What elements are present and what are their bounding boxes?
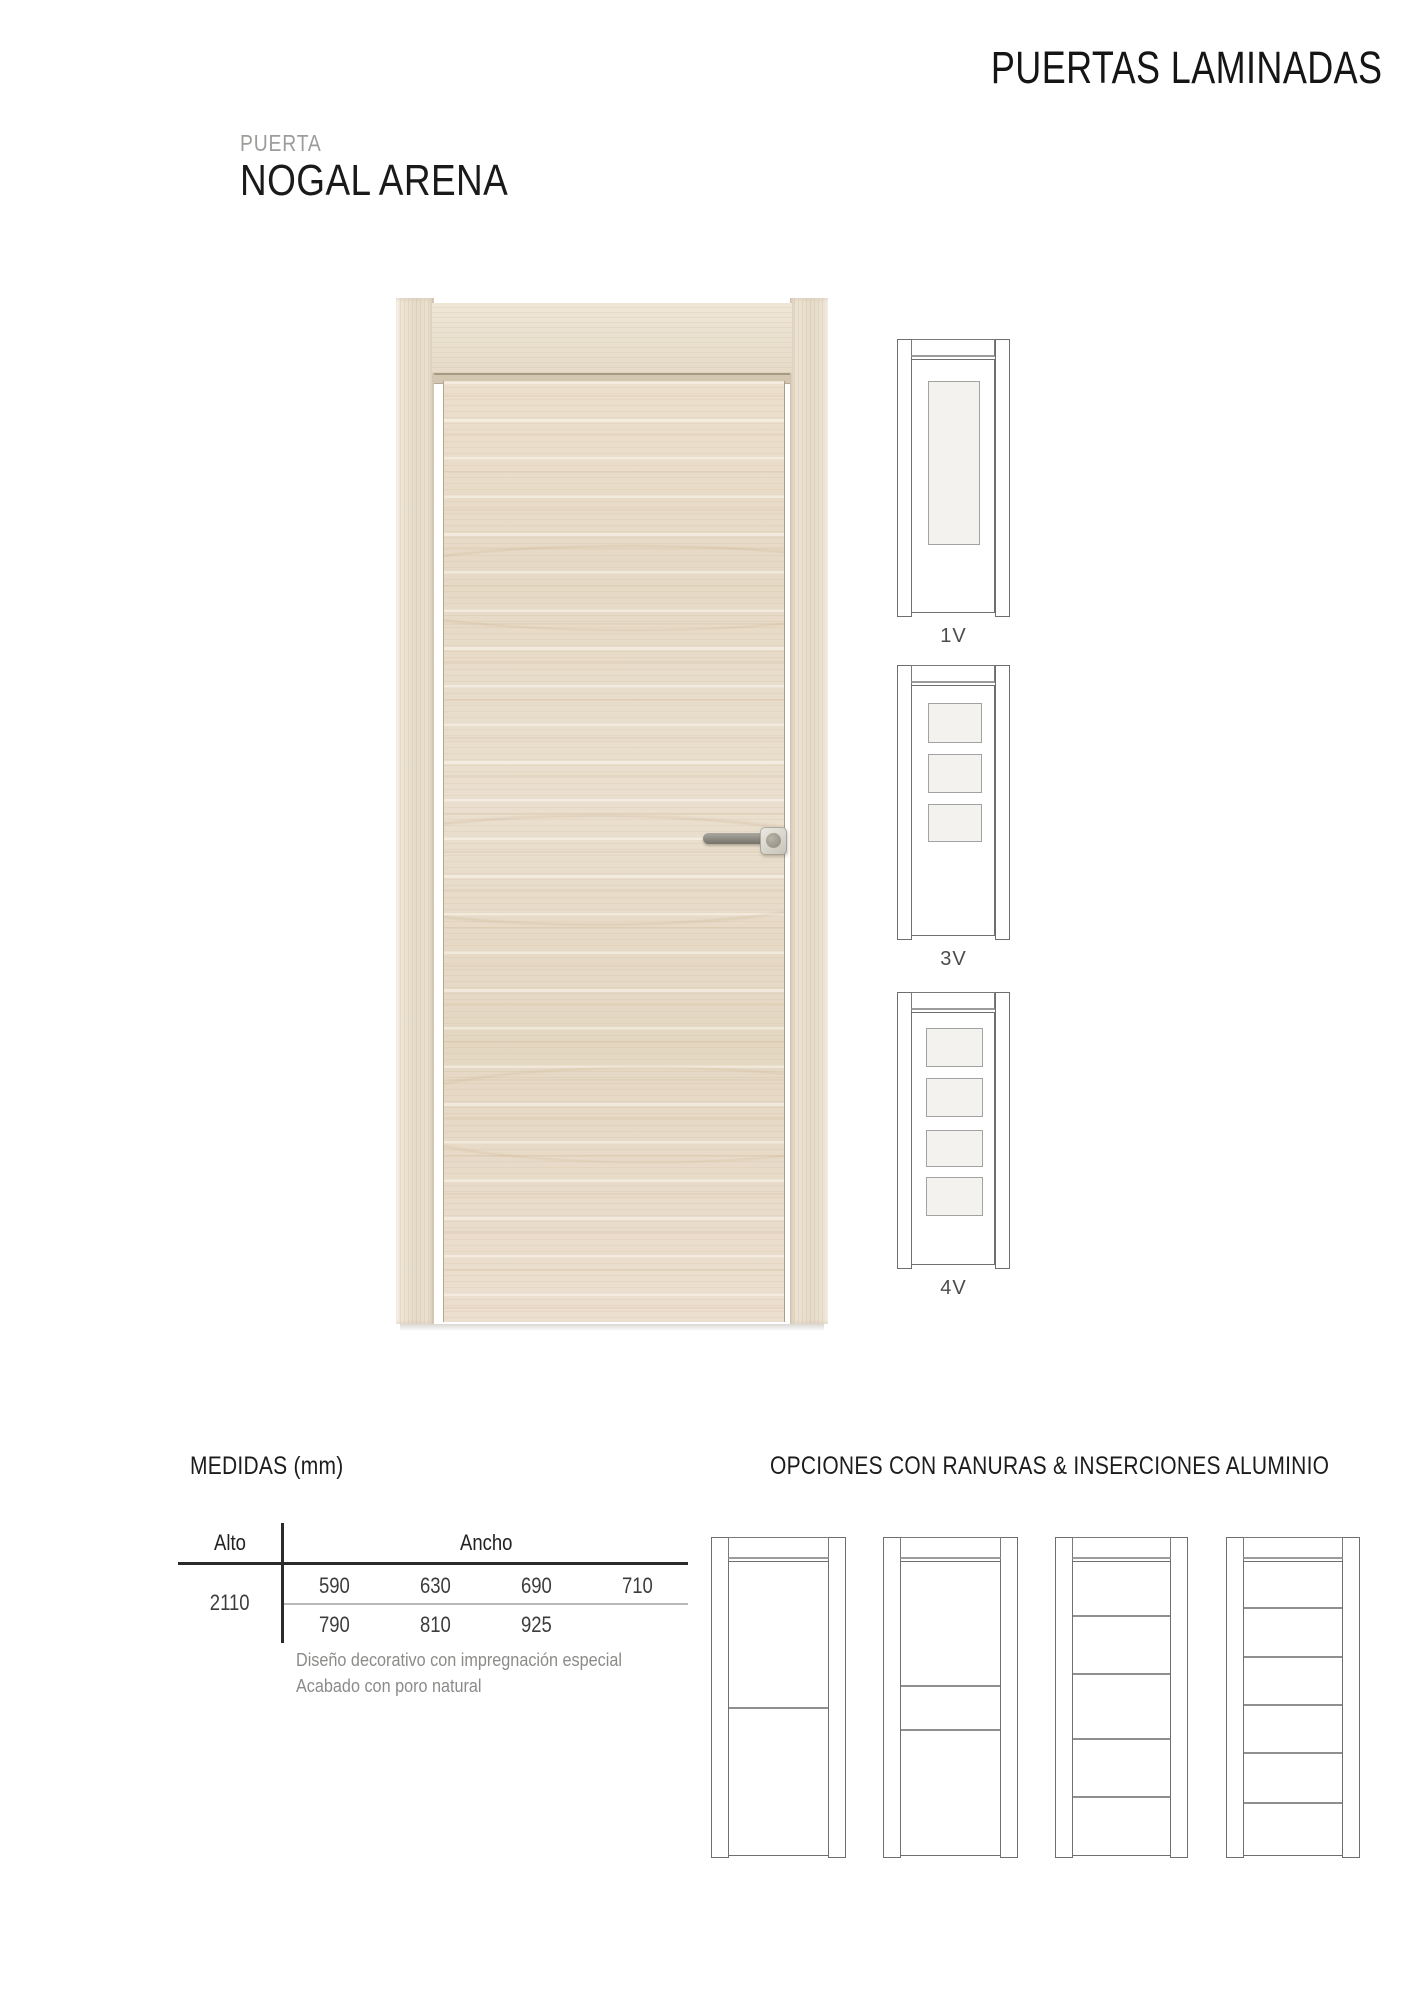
glass-pane — [926, 1130, 983, 1168]
variant-diagram-3v — [897, 665, 1010, 970]
groove-line — [1244, 1607, 1342, 1609]
diagram-leaf — [911, 1012, 995, 1265]
door-shadow — [400, 1324, 824, 1331]
ancho-cell: 790 — [319, 1612, 350, 1637]
groove-line — [1244, 1656, 1342, 1658]
opciones-heading: OPCIONES CON RANURAS & INSERCIONES ALUMINIO — [770, 1452, 1330, 1480]
note-line: Acabado con poro natural — [296, 1676, 482, 1696]
note-line: Diseño decorativo con impregnación especial — [296, 1650, 622, 1670]
glass-pane — [926, 1177, 983, 1216]
diagram-leaf — [911, 359, 995, 613]
glass-pane — [926, 1078, 983, 1117]
diagram-frame-right — [1342, 1537, 1360, 1858]
door-handle-rosette — [760, 827, 787, 855]
door-frame-lintel — [432, 303, 792, 373]
table-rule-dark — [178, 1562, 688, 1565]
diagram-lintel — [911, 339, 995, 357]
glass-pane — [928, 703, 982, 743]
groove-line — [901, 1685, 1000, 1687]
glass-pane — [928, 804, 982, 841]
diagram-frame-right — [995, 665, 1010, 940]
variant-label-3v: 3V — [940, 948, 967, 970]
ancho-cell: 590 — [319, 1573, 350, 1598]
door-frame-right — [790, 298, 828, 1324]
groove-line — [1073, 1615, 1170, 1617]
table-rule-light — [284, 1603, 688, 1605]
ancho-header: Ancho — [459, 1530, 513, 1555]
opcion-diagram-3 — [1055, 1537, 1188, 1858]
diagram-leaf — [1243, 1561, 1343, 1856]
diagram-frame-right — [828, 1537, 846, 1858]
page-title-text: PUERTAS LAMINADAS — [990, 42, 1382, 93]
page-title — [893, 42, 1382, 94]
diagram-frame-left — [883, 1537, 901, 1858]
diagram-frame-left — [1226, 1537, 1244, 1858]
groove-line — [1244, 1704, 1342, 1706]
product-name: NOGAL ARENA — [240, 156, 509, 205]
diagram-leaf — [900, 1561, 1001, 1856]
ancho-cell: 925 — [521, 1612, 552, 1637]
diagram-frame-left — [897, 992, 912, 1269]
opcion-diagram-4 — [1226, 1537, 1360, 1858]
door-leaf — [443, 381, 785, 1322]
variant-diagram-4v — [897, 992, 1010, 1299]
glass-pane — [928, 754, 982, 793]
groove-line — [901, 1729, 1000, 1731]
groove-line — [1073, 1796, 1170, 1798]
ancho-cell: 710 — [622, 1573, 653, 1598]
groove-line — [1244, 1802, 1342, 1804]
ancho-cell: 690 — [521, 1573, 552, 1598]
diagram-lintel — [1243, 1537, 1343, 1559]
diagram-frame-right — [1170, 1537, 1188, 1858]
door-frame-left — [396, 298, 434, 1324]
opcion-diagram-1 — [711, 1537, 846, 1858]
groove-line — [1073, 1738, 1170, 1740]
glass-pane — [928, 381, 980, 545]
diagram-frame-right — [1000, 1537, 1018, 1858]
diagram-frame-right — [995, 992, 1010, 1269]
alto-header: Alto — [213, 1530, 246, 1555]
opcion-diagram-2 — [883, 1537, 1018, 1858]
ancho-cell: 630 — [420, 1573, 451, 1598]
diagram-lintel — [911, 665, 995, 683]
diagram-lintel — [900, 1537, 1001, 1559]
diagram-frame-left — [897, 339, 912, 617]
alto-value: 2110 — [209, 1590, 250, 1615]
diagram-frame-left — [711, 1537, 729, 1858]
glass-pane — [926, 1028, 983, 1067]
diagram-lintel — [1072, 1537, 1171, 1559]
diagram-leaf — [911, 685, 995, 936]
diagram-leaf — [1072, 1561, 1171, 1856]
diagram-lintel — [911, 992, 995, 1010]
variant-label-4v: 4V — [940, 1277, 967, 1299]
diagram-leaf — [728, 1561, 829, 1856]
groove-line — [1073, 1673, 1170, 1675]
variant-diagram-1v — [897, 339, 1010, 647]
ancho-cell: 810 — [420, 1612, 451, 1637]
door-photo — [396, 298, 828, 1324]
medidas-table — [178, 1520, 688, 1646]
groove-line — [1244, 1752, 1342, 1754]
diagram-frame-left — [897, 665, 912, 940]
medidas-heading: MEDIDAS (mm) — [190, 1452, 344, 1480]
diagram-frame-left — [1055, 1537, 1073, 1858]
groove-line — [729, 1707, 828, 1709]
variant-label-1v: 1V — [940, 625, 967, 647]
diagram-frame-right — [995, 339, 1010, 617]
category-label: PUERTA — [240, 130, 322, 156]
diagram-lintel — [728, 1537, 829, 1559]
